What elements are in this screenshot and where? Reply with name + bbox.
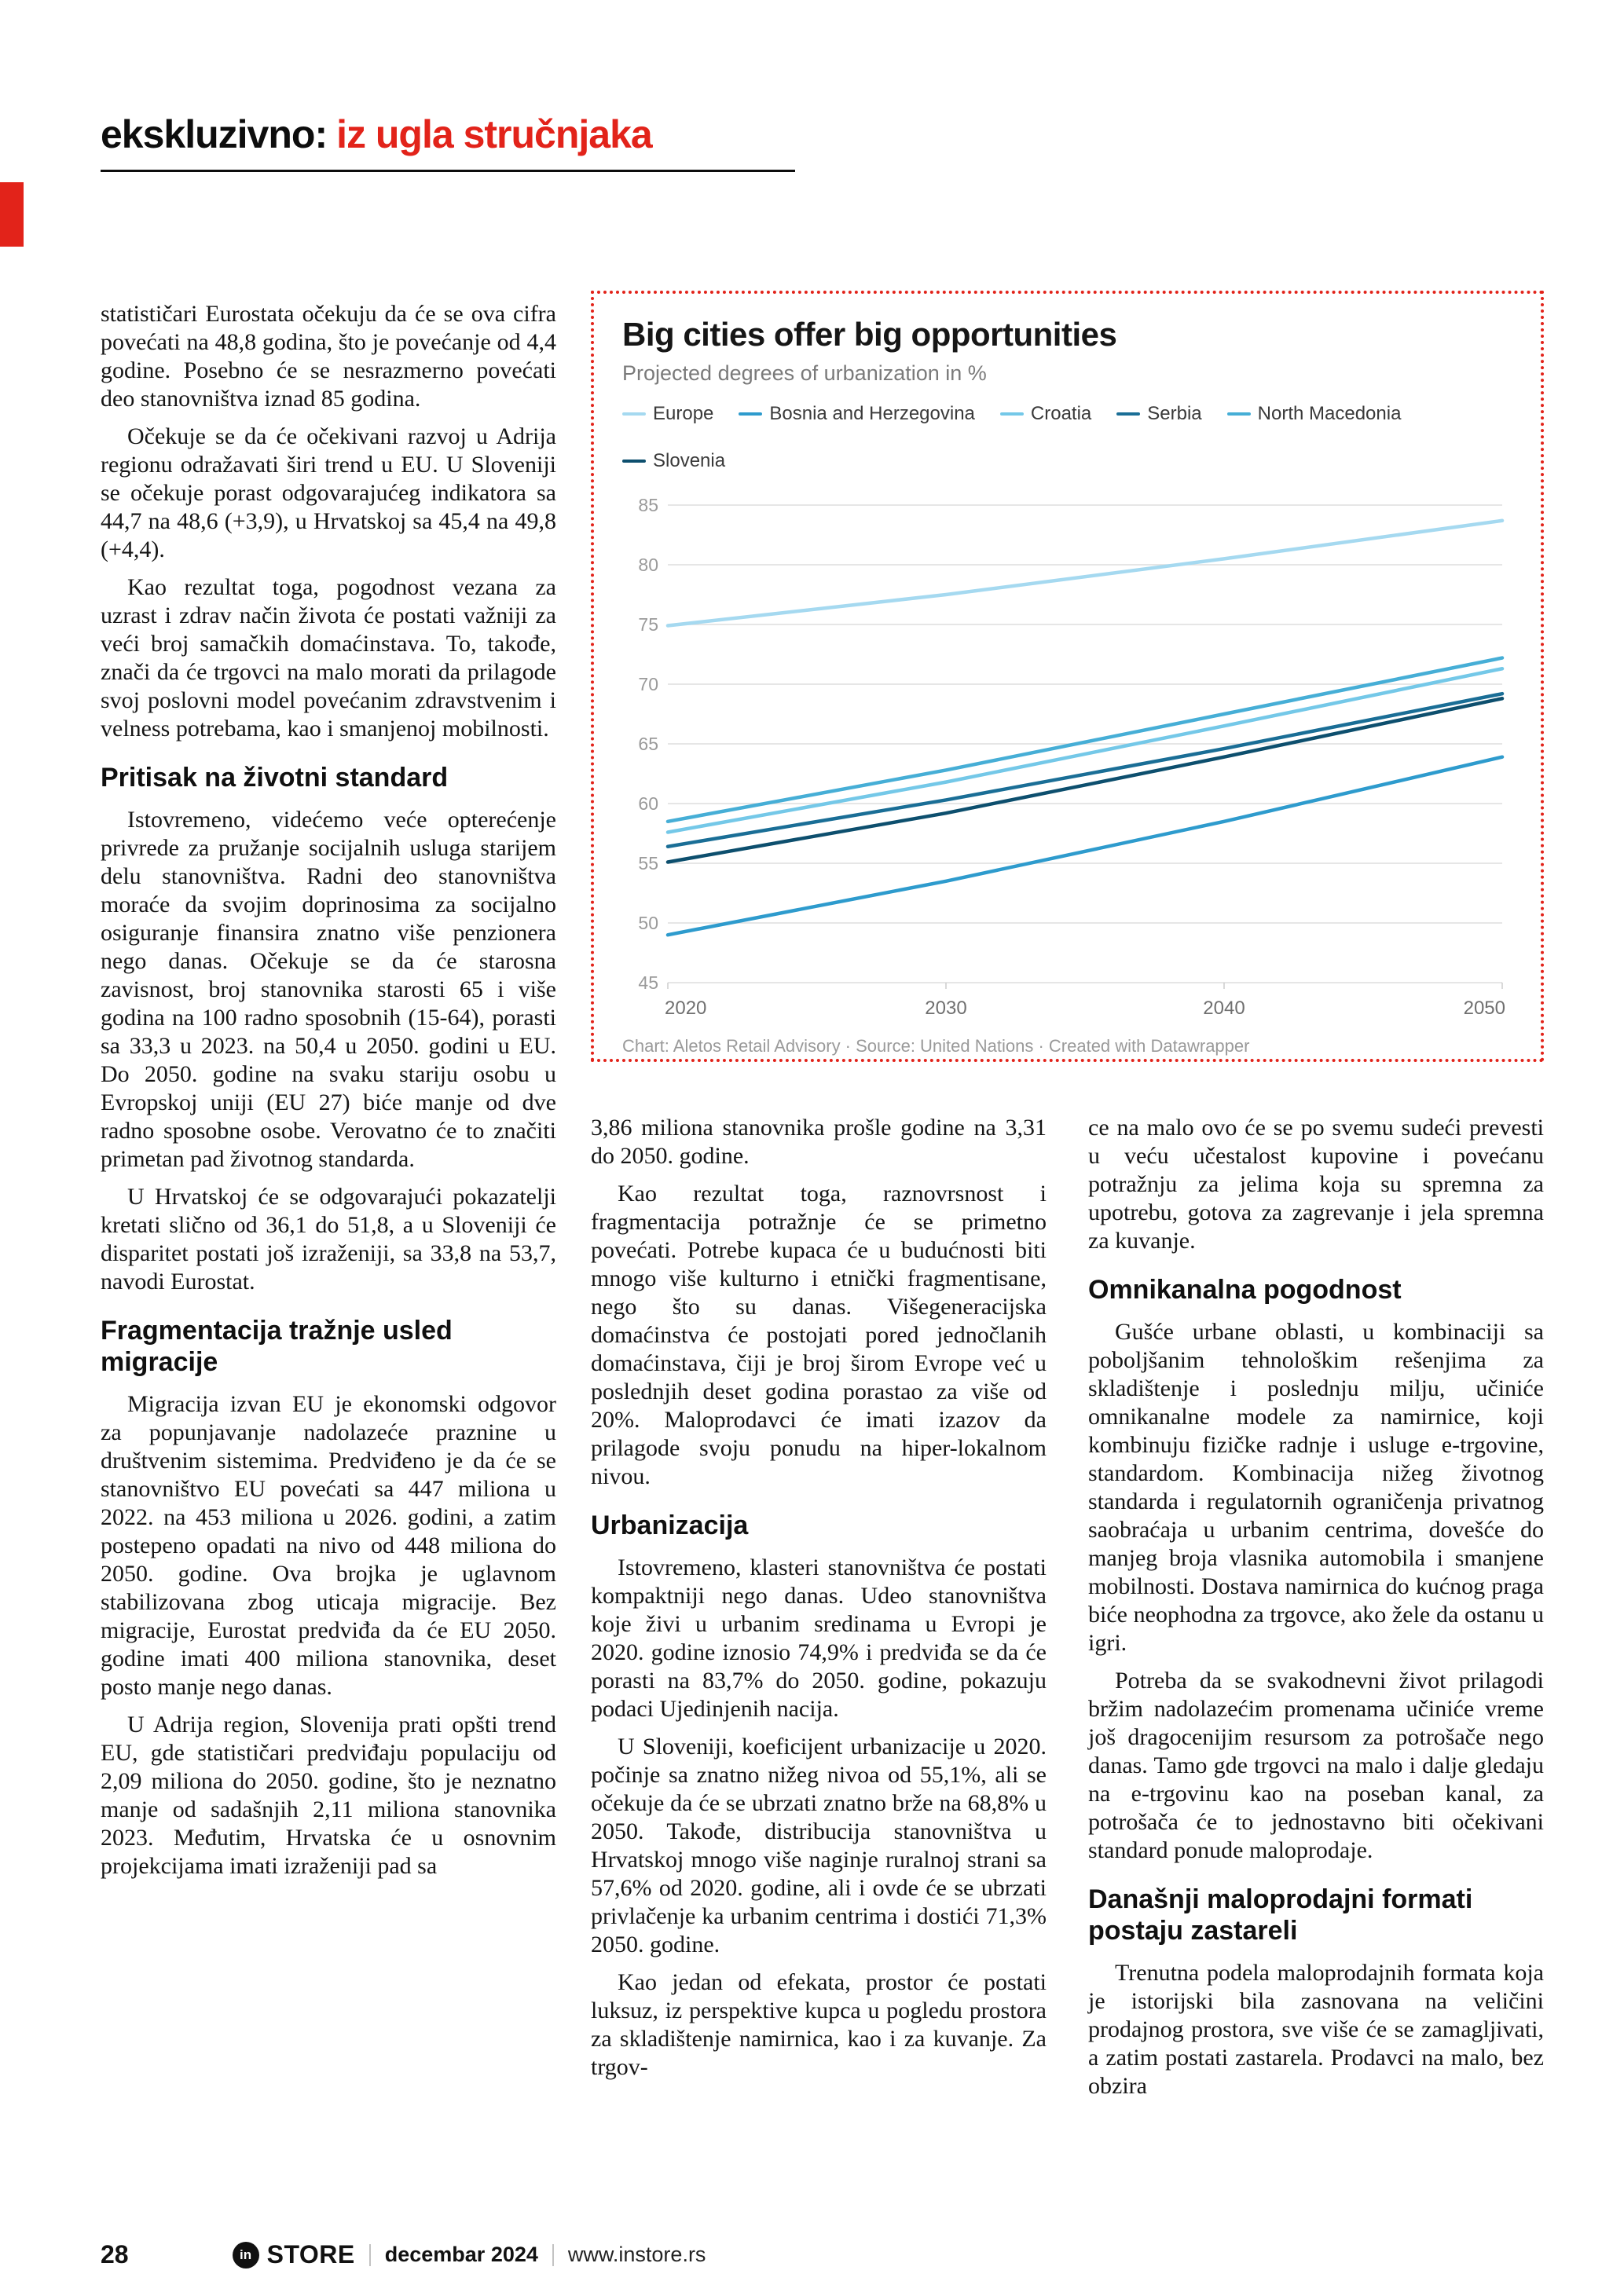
urbanization-chart [591, 291, 1544, 1062]
body-paragraph: U Hrvatskoj će se odgovarajući pokazatelji kretati slično od 36,1 do 51,8, a u Sloveniji će disparitet postati još izraženiji, sa 33,8 na 53,7, navodi Eurostat. [101, 1184, 556, 1294]
chart-subtitle: Projected degrees of urbanization in % [622, 361, 987, 385]
legend-label: Slovenia [653, 450, 726, 471]
y-axis-tick-label: 50 [638, 913, 658, 933]
website-url: www.instore.rs [567, 2243, 706, 2266]
instore-logo-icon: in [233, 2242, 259, 2269]
y-axis-tick-label: 80 [638, 555, 658, 575]
body-paragraph: Kao rezultat toga, pogodnost vezana za uzrast i zdrav način života će postati važniji za veći broj samačkih domaćinstava. To, takođe, znači da će trgovci na malo morati da prilagode svoj poslovni model povećanim zdravstvenim i velness potrebama, kao i smanjenoj mobilnosti. [101, 574, 556, 742]
legend-item-serbia [1116, 403, 1201, 425]
legend-item-croatia [1000, 403, 1091, 425]
legend-swatch [739, 412, 762, 416]
section-heading: Pritisak na životni standard [101, 763, 449, 793]
chart-footnote: Chart: Aletos Retail Advisory · Source: United Nations · Created with Datawrapper [622, 1036, 1250, 1056]
page-number: 28 [101, 2240, 129, 2269]
y-axis-tick-label: 75 [638, 614, 658, 635]
header-rule [101, 170, 795, 172]
text-column-2 [591, 1114, 1047, 2091]
legend-swatch [1227, 412, 1251, 416]
body-paragraph: Trenutna podela maloprodajnih formata koja je istorijski bila zasnovana na veličini prodajnog prostora, sve više će se zamagljivati, a zatim postati zastarela. Prodavci na malo, bez obzira [1088, 1960, 1544, 2099]
brand [233, 2240, 355, 2269]
legend-item-north-macedonia [1227, 403, 1402, 425]
legend-swatch [622, 460, 646, 463]
page-header [101, 112, 652, 157]
issue-date: decembar 2024 [384, 2243, 538, 2266]
legend-item-europe [622, 403, 713, 425]
series-line-slovenia [668, 698, 1502, 862]
series-line-croatia [668, 668, 1502, 832]
section-heading: Urbanizacija [591, 1511, 749, 1540]
body-paragraph: Gušće urbane oblasti, u kombinaciji sa poboljšanim tehnološkim rešenjima za skladištenje i poslednju milju, učiniće omnikanalne modele za namirnice, koji kombinuju fizičke radnje i usluge e-trgovine, standardom. Kombinacija nižeg životnog standarda i regulatornih ograničenja privatnog saobraćaja u urbanim centrima, dovešće do manjeg broja vlasnika automobila i smanjene mobilnosti. Dostava namirnica do kućnog praga biće neophodna za trgovce, ako žele da ostanu u igri. [1088, 1319, 1544, 1656]
body-paragraph: U Sloveniji, koeficijent urbanizacije u 2020. počinje sa znatno nižeg nivoa od 55,1%, ali se očekuje da će se ubrzati znatno brže na 68,8% u 2050. Takođe, distribucija stanovništva u Hrvatskoj mnogo više naginje ruralnoj strani sa 57,6% od 2020. godine, ali i ovde će se ubrzati privlačenje ka urbanim centrima i dostići 71,3% 2050. godine. [591, 1734, 1047, 1957]
body-paragraph: Kao rezultat toga, raznovrsnost i fragmentacija potražnje će se primetno povećati. Potrebe kupaca će u budućnosti biti mnogo više kulturno i etnički fragmentisane, nego što su danas. Višegeneracijska domaćinstva će postojati pored jednočlanih domaćinstava, čiji je broj širom Evrope već u poslednjih deset godina porastao za više od 20%. Maloprodavci će imati izazov da prilagode svoju ponudu na hiper-lokalnom nivou. [591, 1181, 1047, 1489]
legend-swatch [622, 412, 646, 416]
y-axis-tick-label: 60 [638, 793, 658, 814]
x-axis-tick-label: 2050 [1463, 998, 1505, 1019]
body-paragraph: 3,86 miliona stanovnika prošle godine na 3,31 do 2050. godine. [591, 1115, 1047, 1169]
body-paragraph: Kao jedan od efekata, prostor će postati luksuz, iz perspektive kupca u pogledu prostora za skladištenje namirnica, kao i za kuvanje. Za trgov- [591, 1969, 1047, 2080]
text-column-1 [101, 300, 556, 1890]
y-axis-tick-label: 85 [638, 495, 658, 515]
series-line-north-macedonia [668, 658, 1502, 822]
body-paragraph: statističari Eurostata očekuju da će se ova cifra povećati na 48,8 godina, što je povećanje od 4,4 godine. Posebno će se nesrazmerno povećati deo stanovništva iznad 85 godina. [101, 301, 556, 412]
x-axis-tick-label: 2030 [925, 998, 967, 1019]
header-section-label: ekskluzivno: [101, 112, 328, 156]
text-column-3 [1088, 1114, 1544, 2110]
body-paragraph: Istovremeno, klasteri stanovništva će postati kompaktniji nego danas. Udeo stanovništva koje živi u urbanim sredinama u Evropi je 2020. godine iznosio 74,9% i predviđa se da će porasti na 83,7% do 2050. godine, pokazuju podaci Ujedinjenih nacija. [591, 1554, 1047, 1722]
x-axis-tick-label: 2040 [1203, 998, 1245, 1019]
legend-label: Europe [653, 403, 714, 424]
header-topic-label: iz ugla stručnjaka [336, 112, 652, 156]
legend-label: Serbia [1147, 403, 1202, 424]
body-paragraph: Potreba da se svakodnevni život prilagodi bržim nadolazećim promenama učiniće vreme još dragocenijim resursom za potrošače nego danas. Tamo gde trgovci na malo i dalje gledaju na e-trgovinu kao na poseban kanal, za potrošača će to jednostavno biti očekivani standard ponude maloprodaje. [1088, 1668, 1544, 1863]
body-paragraph: ce na malo ovo će se po svemu sudeći prevesti u veću učestalost kupovine i povećanu potražnju za jelima koja su spremna za upotrebu, gotova za zagrevanje i jela spremna za kuvanje. [1088, 1115, 1544, 1254]
series-line-europe [668, 521, 1502, 626]
chart-legend [622, 403, 1512, 472]
legend-label: Bosnia and Herzegovina [769, 403, 975, 424]
series-line-serbia [668, 694, 1502, 847]
body-paragraph: Očekuje se da će očekivani razvoj u Adrija regionu odražavati širi trend u EU. U Sloveniji se očekuje porast odgovarajućeg indikatora sa 44,7 na 48,6 (+3,9), u Hrvatskoj sa 45,4 na 49,8 (+4,4). [101, 423, 556, 562]
body-paragraph: Migracija izvan EU je ekonomski odgovor za popunjavanje nadolazeće praznine u društvenim sistemima. Predviđeno je da će se stanovništvo EU povećati sa 447 miliona u 2022. na 453 miliona u 2026. godini, a zatim postepeno opadati na nivo od 448 miliona do 2050. godine. Ova brojka je uglavnom stabilizovana zbog uticaja migracije. Bez migracije, Eurostat predviđa da će EU 2050. godine imati 400 miliona stanovnika, deset posto manje nego danas. [101, 1391, 556, 1700]
legend-label: Croatia [1030, 403, 1092, 424]
brand-name: STORE [266, 2240, 355, 2269]
body-paragraph: Istovremeno, videćemo veće opterećenje privrede za pružanje socijalnih usluga starijem delu stanovništva. Radni deo stanovništva moraće da svojim doprinosima za socijalno osiguranje finansira znatno više penzionera nego danas. Očekuje se da će starosna zavisnost, broj stanovnika starosti 65 i više godina na 100 radno sposobnih (15-64), porasti sa 33,3 u 2023. na 50,4 u 2050. godini u EU. Do 2050. godine na svaku stariju osobu u Evropskoj uniji (EU 27) biće manje od dve radno sposobne osobe. Verovatno će to značiti primetan pad životnog standarda. [101, 807, 556, 1172]
footer-divider [369, 2244, 371, 2266]
legend-label: North Macedonia [1257, 403, 1402, 424]
legend-swatch [1116, 412, 1140, 416]
legend-item-slovenia [622, 450, 725, 472]
section-heading: Današnji maloprodajni formati postaju zastareli [1088, 1884, 1473, 1946]
legend-item-bosnia-and-herzegovina [739, 403, 975, 425]
y-axis-tick-label: 65 [638, 734, 658, 754]
red-edge-tab [0, 182, 24, 247]
y-axis-tick-label: 70 [638, 674, 658, 694]
footer-divider [552, 2244, 554, 2266]
chart-title: Big cities offer big opportunities [622, 316, 1117, 353]
y-axis-tick-label: 45 [638, 972, 658, 993]
x-axis-tick-label: 2020 [665, 998, 707, 1019]
y-axis-tick-label: 55 [638, 853, 658, 873]
section-heading: Omnikanalna pogodnost [1088, 1275, 1402, 1305]
body-paragraph: U Adrija region, Slovenija prati opšti trend EU, gde statističari predviđaju populaciju od 2,09 miliona do 2050. godine, što je neznatno manje od sadašnjih 2,11 miliona stanovnika 2023. Međutim, Hrvatska će u osnovnim projekcijama imati izraženiji pad sa [101, 1712, 556, 1879]
page-footer [101, 2240, 706, 2269]
line-chart-plot [622, 485, 1510, 1027]
section-heading: Fragmentacija tražnje usled migracije [101, 1316, 453, 1377]
legend-swatch [1000, 412, 1024, 416]
